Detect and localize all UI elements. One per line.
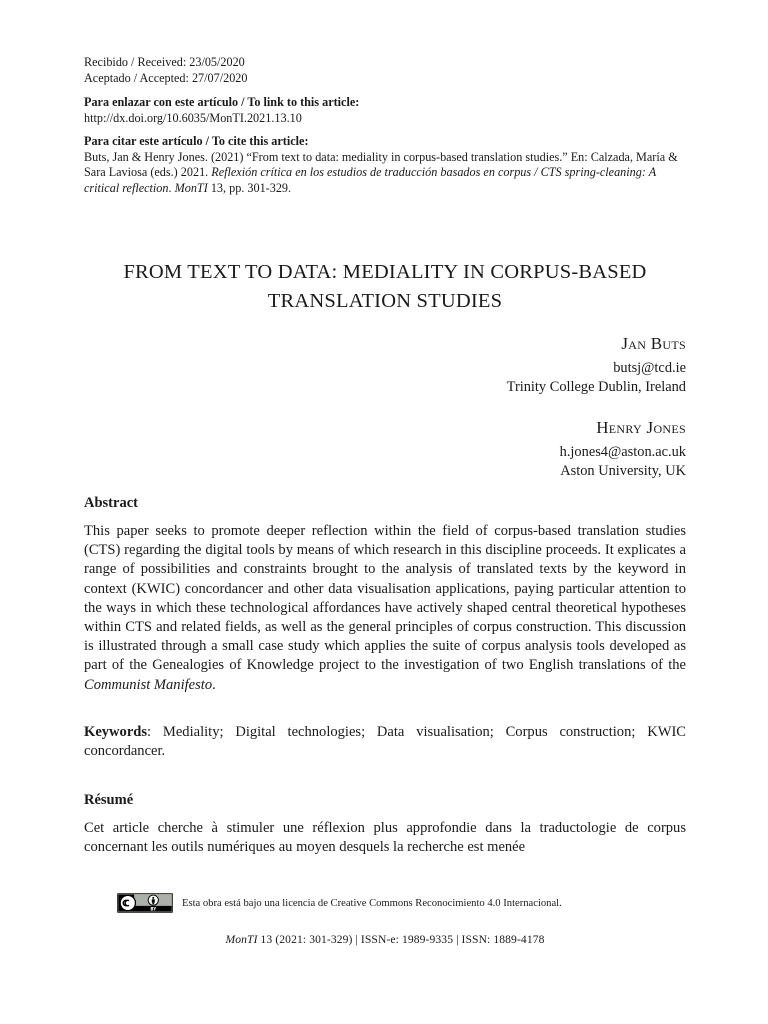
author-affiliation: Trinity College Dublin, Ireland xyxy=(506,379,686,395)
keywords xyxy=(84,723,686,761)
dates-block xyxy=(84,55,686,86)
received-date: Recibido / Received: 23/05/2020 xyxy=(84,55,245,69)
abstract-text: This paper seeks to promote deeper reflection within the field of corpus-based translation studies (CTS) regarding the digital tools by means of which research in this discipline proceeds. It explicates a range of possibilities and constraints brought to the analysis of translated texts by the keyword in context (KWIC) concordancer and other data visualisation applications, paying particular attention to the ways in which these technological affordances have actively shaped central theoretical hypotheses within CTS and related fields, as well as the general principles of corpus construction. This discussion is illustrated through a small case study which applies the suite of corpus analysis tools developed as part of the Genealogies of Knowledge project to the investigation of two English translations of the Communist Manifesto. xyxy=(84,523,686,693)
journal-name: MonTI xyxy=(225,933,258,946)
title-line: TRANSLATION STUDIES xyxy=(267,290,503,312)
citation-text: Buts, Jan & Henry Jones. (2021) “From text to data: mediality in corpus-based translation studies.” En: Calzada, María & Sara Laviosa (eds.) 2021. Reflexión crítica en los estudios de traducción basados en corpus / CTS spring-cleaning: A critical reflection. MonTI 13, pp. 301-329. xyxy=(84,149,678,195)
abstract-heading: Abstract xyxy=(84,495,138,511)
keywords-list: : Mediality; Digital technologies; Data visualisation; Corpus construction; KWIC concordancer. xyxy=(84,724,686,760)
author-info xyxy=(507,333,686,397)
author-email[interactable]: h.jones4@aston.ac.uk xyxy=(559,444,686,460)
link-heading: Para enlazar con este artículo / To link to this article: xyxy=(84,95,360,109)
cite-heading: Para citar este artículo / To cite this article: xyxy=(84,134,309,148)
title-line: FROM TEXT TO DATA: MEDIALITY IN CORPUS-BASED xyxy=(123,261,647,283)
doi-link[interactable]: http://dx.doi.org/10.6035/MonTI.2021.13.10 xyxy=(84,110,302,125)
article-page xyxy=(84,0,686,1024)
license-notice xyxy=(117,891,562,915)
author-email[interactable]: butsj@tcd.ie xyxy=(613,360,686,376)
journal-footer xyxy=(84,933,686,946)
keywords-label: Keywords xyxy=(84,724,148,740)
creative-commons-by-icon[interactable] xyxy=(117,892,173,914)
author-name: Jan Buts xyxy=(621,334,686,353)
license-text: Esta obra está bajo una licencia de Creative Commons Reconocimiento 4.0 Internacional. xyxy=(182,897,562,909)
cite-block xyxy=(84,134,686,196)
svg-text:BY: BY xyxy=(150,906,157,912)
issue-info: 13 (2021: 301-329) | ISSN-e: 1989-9335 | ISSN: 1889-4178 xyxy=(257,933,545,946)
resume-heading: Résumé xyxy=(84,792,134,808)
resume-text: Cet article cherche à stimuler une réflexion plus approfondie dans la traductologie de corpus concernant les outils numériques au moyen desquels la recherche est menée xyxy=(84,820,686,856)
author-info xyxy=(560,417,686,481)
link-block xyxy=(84,95,686,126)
article-title xyxy=(84,258,686,316)
author-affiliation: Aston University, UK xyxy=(560,463,686,479)
accepted-date: Aceptado / Accepted: 27/07/2020 xyxy=(84,70,248,85)
author-name: Henry Jones xyxy=(596,418,686,437)
